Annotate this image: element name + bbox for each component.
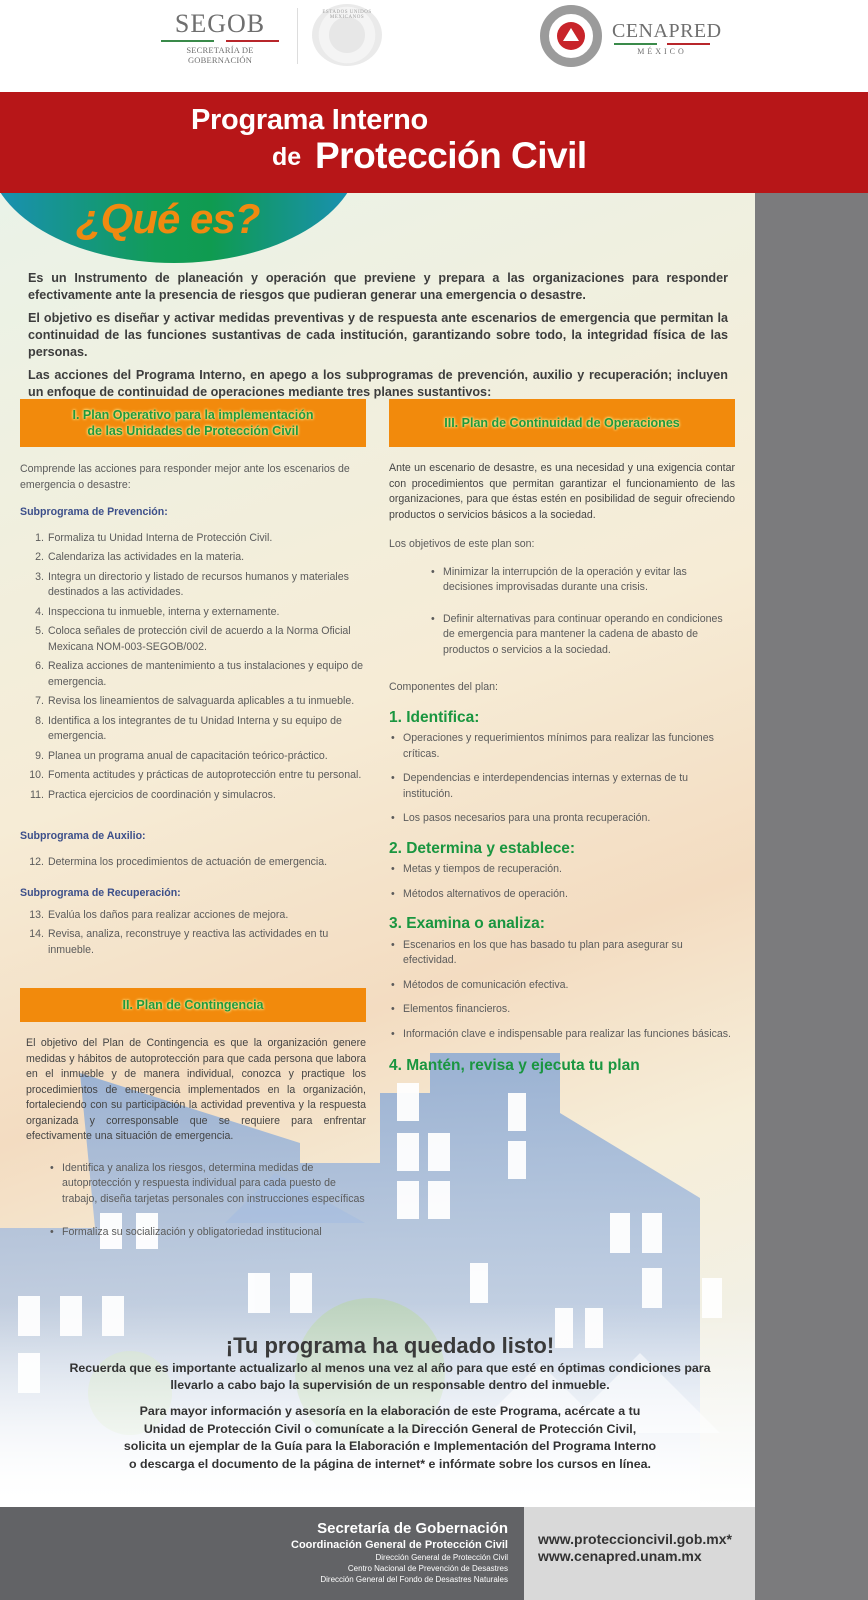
list-item: • Información clave e indispensable para realizar las funciones básicas. <box>389 1027 735 1043</box>
closing-message <box>60 1333 720 1473</box>
list-item: 2. Calendariza las actividades en la materia. <box>35 551 245 563</box>
link-cenapred[interactable]: www.cenapred.unam.mx <box>538 1548 702 1564</box>
component-heading: 4. Mantén, revisa y ejecuta tu plan <box>389 1057 640 1074</box>
seal-text: ESTADOS UNIDOS MEXICANOS <box>322 10 372 20</box>
flag-stripe <box>161 40 279 42</box>
list-item: 10. Fomenta actitudes y prácticas de autoprotección entre tu personal. <box>29 769 362 781</box>
components-label: Componentes del plan: <box>389 681 498 693</box>
national-seal-icon <box>312 4 382 66</box>
plan1-title-line2: de las Unidades de Protección Civil <box>87 424 299 438</box>
list-item: 5. Coloca señales de protección civil de acuerdo a la Norma Oficial Mexicana NOM-003-SEGOB/002. <box>35 625 351 653</box>
intro-text <box>28 270 728 407</box>
list-item: • Dependencias e interdependencias internas y externas de tu institución. <box>389 771 735 802</box>
poster-body <box>0 193 755 1507</box>
title-banner <box>0 92 868 193</box>
plan2-title: II. Plan de Contingencia <box>122 998 264 1012</box>
right-column <box>389 399 735 1080</box>
intro-paragraph: El objetivo es diseñar y activar medidas preventivas y de respuesta ante escenarios de emergencia que permitan la continuidad de las funciones sustantivas de cada institución, garantizando sobre todo, la integridad física de las personas. <box>28 311 728 359</box>
banner-title-line2: Protección Civil <box>315 135 587 176</box>
plan1-lead: Comprende las acciones para responder mejor ante los escenarios de emergencia o desastre: <box>20 463 350 491</box>
list-item: • Elementos financieros. <box>389 1002 735 1018</box>
component-list <box>389 731 735 827</box>
list-item: 4. Inspecciona tu inmueble, interna y externamente. <box>35 605 280 618</box>
banner-title-line1: Programa Interno <box>191 104 428 136</box>
list-item: 7. Revisa los lineamientos de salvaguarda aplicables a tu inmueble. <box>35 695 355 707</box>
list-item: • Identifica y analiza los riesgos, determina medidas de autoprotección y respuesta individual para cada puesto de trabajo, diseña tarjetas personales con instrucciones específicas <box>48 1161 366 1208</box>
list-item: 9. Planea un programa anual de capacitación teórico-práctico. <box>35 749 328 762</box>
subprogram-recuperacion-heading: Subprograma de Recuperación: <box>20 887 181 899</box>
right-gutter <box>755 193 868 1600</box>
plan2-heading <box>20 988 366 1022</box>
footer-organization <box>0 1507 524 1600</box>
list-item: • Metas y tiempos de recuperación. <box>389 862 735 878</box>
closing-reminder: Recuerda que es importante actualizarlo al menos una vez al año para que esté en óptimas condiciones para llevarlo a cabo bajo la supervisión de un responsable dentro del inmueble. <box>69 1361 711 1392</box>
plan1-heading <box>20 399 366 447</box>
banner-title-de: de <box>272 143 302 171</box>
segob-logo <box>155 10 285 65</box>
list-item: 8. Identifica a los integrantes de tu Unidad Interna y su equipo de emergencia. <box>35 714 342 742</box>
list-item: • Minimizar la interrupción de la operación y evitar las decisiones improvisadas durante una crisis. <box>429 565 735 596</box>
logo-bar <box>0 0 868 92</box>
footer-org-name: Secretaría de Gobernación <box>317 1520 508 1537</box>
plan2-bullets <box>20 1161 366 1241</box>
list-item: • Formaliza su socialización y obligatoriedad institucional <box>48 1225 366 1241</box>
intro-paragraph: Es un Instrumento de planeación y operación que previene y prepara a las organizaciones para responder efectivamente ante la presencia de riesgos que pudieran generar una emergencia o desastre. <box>28 271 728 302</box>
plan2-body: El objetivo del Plan de Contingencia es que la organización genere medidas y hábitos de autoprotección para que cada persona que labora en el inmueble y de manera individual, conozca y practique los procedimientos de emergencia implementados en la organización, fortaleciendo con su participación la actividad preventiva y la respuesta organizada y corresponsable que se requiere para enfrentar efectivamente una situación de emergencia. <box>26 1037 366 1142</box>
triangle-icon <box>563 28 579 41</box>
footer-links <box>524 1507 755 1600</box>
list-item: • Los pasos necesarios para una pronta recuperación. <box>389 811 735 827</box>
list-item: 6. Realiza acciones de mantenimiento a tus instalaciones y equipo de emergencia. <box>35 660 364 688</box>
component-list <box>389 938 735 1043</box>
component-heading: 2. Determina y establece: <box>389 839 576 857</box>
component-list <box>389 862 735 902</box>
component-heading: 3. Examina o analiza: <box>389 915 545 932</box>
closing-info: Para mayor información y asesoría en la elaboración de este Programa, acércate a tu Unidad de Protección Civil o comunícate a la Dirección General de Protección Civil, solicita un ejemplar de la Guía para la Elaboración e Implementación del Programa Interno o descarga el documento de la página de internet* e infórmate sobre los cursos en línea. <box>123 1404 657 1471</box>
flag-stripe <box>614 43 710 45</box>
component-heading: 1. Identifica: <box>389 708 480 726</box>
segob-wordmark: SEGOB <box>174 9 266 38</box>
list-item: • Métodos alternativos de operación. <box>389 887 735 903</box>
plan3-title: III. Plan de Continuidad de Operaciones <box>444 416 680 430</box>
left-column <box>20 399 366 1250</box>
que-es-title: ¿Qué es? <box>76 195 260 242</box>
prevencion-list <box>20 531 366 804</box>
cenapred-subtitle: MÉXICO <box>637 47 687 56</box>
objectives-label: Los objetivos de este plan son: <box>389 538 535 550</box>
plan3-body: Ante un escenario de desastre, es una necesidad y una exigencia contar con procedimientos que permitan garantizar el funcionamiento de las organizaciones, para que éstas estén en posibilidad de seguir ofreciendo productos o servicios básicos a la sociedad. <box>389 462 735 521</box>
list-item: 12. Determina los procedimientos de actuación de emergencia. <box>29 855 328 868</box>
subprogram-auxilio-heading: Subprograma de Auxilio: <box>20 830 146 842</box>
subprogram-prevencion-heading: Subprograma de Prevención: <box>20 506 168 518</box>
list-item: 11. Practica ejercicios de coordinación y simulacros. <box>30 788 276 801</box>
list-item: 13. Evalúa los daños para realizar acciones de mejora. <box>29 908 289 921</box>
list-item: • Métodos de comunicación efectiva. <box>389 978 735 994</box>
plan3-heading <box>389 399 735 447</box>
objectives-list <box>389 565 735 659</box>
list-item: • Definir alternativas para continuar operando en condiciones de emergencia para mantener la cadena de abasto de productos o servicios a la sociedad. <box>429 612 735 659</box>
list-item: 14. Revisa, analiza, reconstruye y reactiva las actividades en tu inmueble. <box>29 928 329 956</box>
link-proteccioncivil[interactable]: www.proteccioncivil.gob.mx* <box>538 1531 732 1547</box>
list-item: • Escenarios en los que has basado tu plan para asegurar su efectividad. <box>389 938 735 969</box>
list-item: • Operaciones y requerimientos mínimos para realizar las funciones críticas. <box>389 731 735 762</box>
footer-coordination: Coordinación General de Protección Civil <box>291 1539 508 1551</box>
closing-title: ¡Tu programa ha quedado listo! <box>225 1333 555 1358</box>
logo-divider <box>297 8 298 64</box>
cenapred-emblem-icon <box>540 5 602 67</box>
list-item: 1. Formaliza tu Unidad Interna de Protección Civil. <box>35 531 273 544</box>
plan1-title-line1: I. Plan Operativo para la implementación <box>72 408 314 422</box>
cenapred-logo <box>612 20 722 56</box>
segob-subtitle: SECRETARÍA DE GOBERNACIÓN <box>186 45 254 65</box>
auxilio-list <box>20 855 366 871</box>
list-item: 3. Integra un directorio y listado de recursos humanos y materiales destinados a las actividades. <box>35 570 349 598</box>
cenapred-wordmark: CENAPRED <box>612 20 722 42</box>
intro-paragraph: Las acciones del Programa Interno, en apego a los subprogramas de prevención, auxilio y recuperación; incluyen un enfoque de continuidad de operaciones mediante tres planes sustantivos: <box>28 368 728 399</box>
footer-units: Dirección General de Protección Civil Centro Nacional de Prevención de Desastres Dirección General del Fondo de Desastres Naturales <box>320 1553 508 1584</box>
recuperacion-list <box>20 908 366 959</box>
